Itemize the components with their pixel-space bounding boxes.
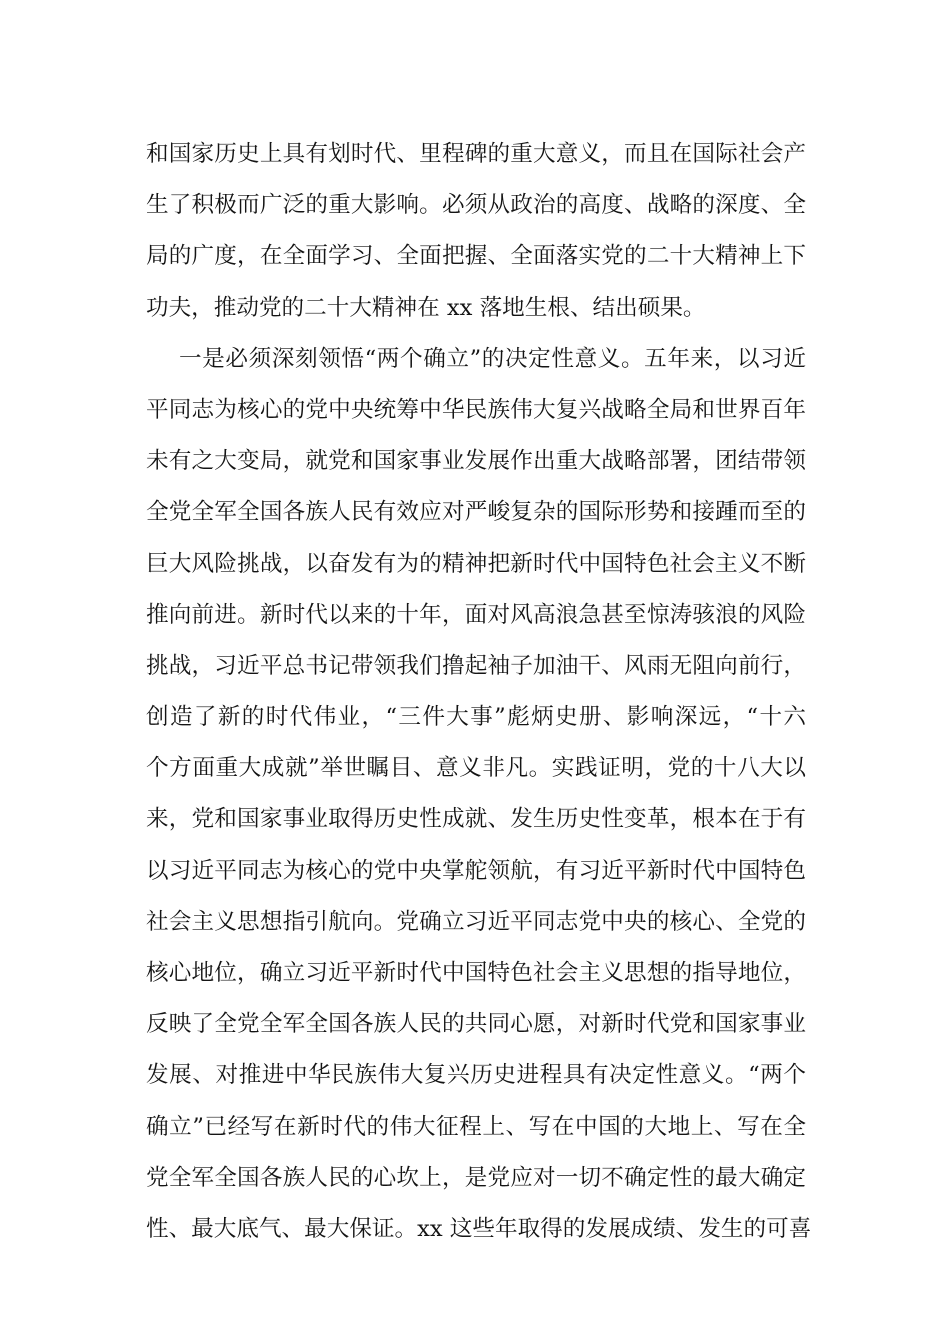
text-line: 平同志为核心的党中央统筹中华民族伟大复兴战略全局和世界百年 xyxy=(146,396,806,423)
text-line: 个方面重大成就”举世瞩目、意义非凡。实践证明，党的十八大以 xyxy=(146,755,806,782)
text-line: 性、最大底气、最大保证。xx 这些年取得的发展成绩、发生的可喜 xyxy=(146,1215,812,1242)
text-line: 发展、对推进中华民族伟大复兴历史进程具有决定性意义。“两个 xyxy=(146,1062,806,1089)
text-line: 生了积极而广泛的重大影响。必须从政治的高度、战略的深度、全 xyxy=(146,192,806,219)
text-line: 反映了全党全军全国各族人民的共同心愿，对新时代党和国家事业 xyxy=(146,1011,806,1038)
text-line: 确立”已经写在新时代的伟大征程上、写在中国的大地上、写在全 xyxy=(146,1113,806,1140)
text-line: 党全军全国各族人民的心坎上，是党应对一切不确定性的最大确定 xyxy=(146,1164,806,1191)
text-line: 挑战，习近平总书记带领我们撸起袖子加油干、风雨无阻向前行， xyxy=(146,652,806,679)
text-line: 核心地位，确立习近平新时代中国特色社会主义思想的指导地位， xyxy=(146,960,806,986)
text-line: 巨大风险挑战，以奋发有为的精神把新时代中国特色社会主义不断 xyxy=(146,550,806,577)
text-line: 来，党和国家事业取得历史性成就、发生历史性变革，根本在于有 xyxy=(146,806,806,833)
text-line: 局的广度，在全面学习、全面把握、全面落实党的二十大精神上下 xyxy=(146,243,806,270)
document-body xyxy=(146,129,812,1255)
text-line: 一是必须深刻领悟“两个确立”的决定性意义。五年来，以习近 xyxy=(179,345,806,372)
text-line: 创造了新的时代伟业，“三件大事”彪炳史册、影响深远，“十六 xyxy=(146,704,806,731)
text-line: 未有之大变局，就党和国家事业发展作出重大战略部署，团结带领 xyxy=(146,448,806,475)
text-line: 推向前进。新时代以来的十年，面对风高浪急甚至惊涛骇浪的风险 xyxy=(146,601,806,628)
text-line: 全党全军全国各族人民有效应对严峻复杂的国际形势和接踵而至的 xyxy=(146,499,806,526)
text-line: 以习近平同志为核心的党中央掌舵领航，有习近平新时代中国特色 xyxy=(146,857,806,884)
text-line: 社会主义思想指引航向。党确立习近平同志党中央的核心、全党的 xyxy=(146,908,806,935)
text-line: 和国家历史上具有划时代、里程碑的重大意义，而且在国际社会产 xyxy=(146,141,806,167)
text-line: 功夫，推动党的二十大精神在 xx 落地生根、结出硕果。 xyxy=(146,294,706,321)
